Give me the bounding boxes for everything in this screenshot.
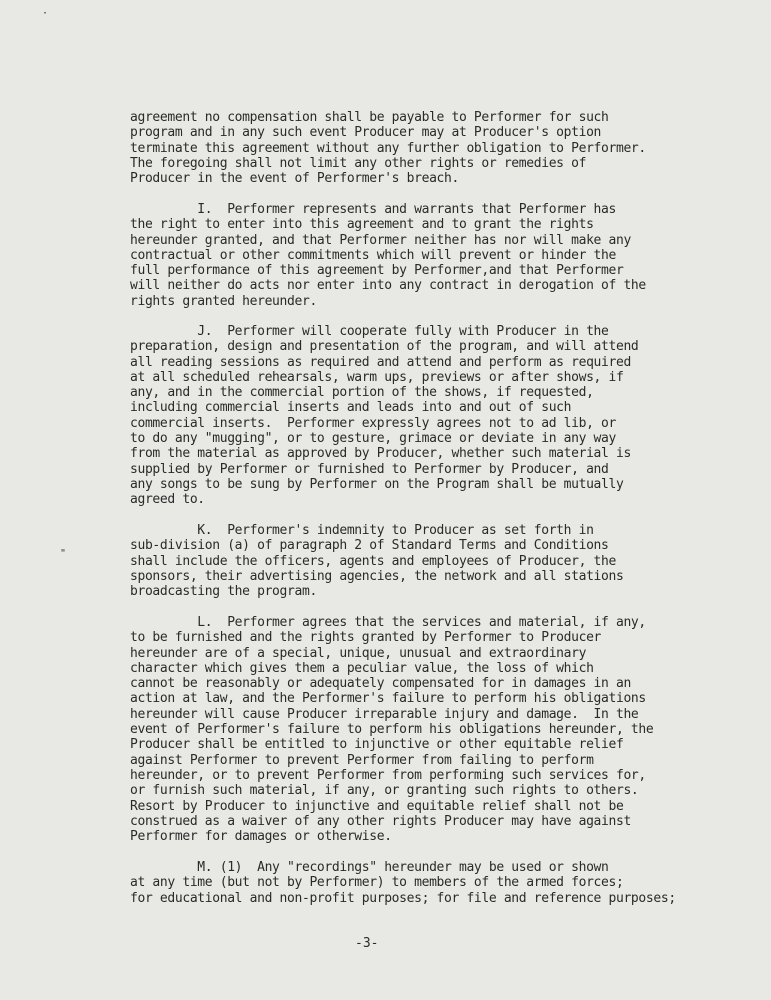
text-line: Producer in the event of Performer's breach.: [130, 171, 459, 187]
text-line: at all scheduled rehearsals, warm ups, previews or after shows, if: [130, 369, 624, 385]
corner-speck-mark: ·: [42, 8, 49, 19]
text-line: event of Performer's failure to perform his obligations hereunder, the: [130, 722, 654, 738]
text-line: the right to enter into this agreement and to grant the rights: [130, 217, 594, 233]
text-line: supplied by Performer or furnished to Performer by Producer, and: [130, 461, 609, 477]
text-line: any, and in the commercial portion of the shows, if requested,: [130, 385, 594, 401]
text-line: hereunder, or to prevent Performer from performing such services for,: [130, 767, 646, 783]
text-line: will neither do acts nor enter into any contract in derogation of the: [130, 278, 646, 294]
text-line: program and in any such event Producer may at Producer's option: [130, 125, 602, 141]
text-line: sponsors, their advertising agencies, the network and all stations: [130, 568, 624, 584]
text-line: terminate this agreement without any further obligation to Performer.: [130, 140, 646, 156]
text-line: Performer for damages or otherwise.: [130, 829, 392, 845]
text-line: K. Performer's indemnity to Producer as set forth in: [130, 523, 594, 538]
text-line: The foregoing shall not limit any other rights or remedies of: [130, 155, 587, 171]
text-line: I. Performer represents and warrants that Performer has: [130, 202, 616, 217]
text-line: J. Performer will cooperate fully with Producer in the: [130, 324, 609, 339]
text-line: construed as a waiver of any other rights Producer may have against: [130, 813, 631, 829]
text-line: to be furnished and the rights granted by Performer to Producer: [130, 630, 602, 646]
text-line: preparation, design and presentation of the program, and will attend: [130, 339, 639, 355]
text-line: to do any "mugging", or to gesture, grimace or deviate in any way: [130, 431, 616, 447]
text-line: against Performer to prevent Performer from failing to perform: [130, 752, 594, 768]
text-line: all reading sessions as required and attend and perform as required: [130, 354, 631, 370]
text-line: agreement no compensation shall be payable to Performer for such: [130, 110, 609, 125]
text-line: sub-division (a) of paragraph 2 of Standard Terms and Conditions: [130, 538, 609, 554]
text-line: Resort by Producer to injunctive and equitable relief shall not be: [130, 798, 624, 814]
text-line: character which gives them a peculiar value, the loss of which: [130, 660, 594, 676]
paragraph: [130, 202, 690, 309]
paragraph: [130, 110, 690, 186]
text-line: action at law, and the Performer's failure to perform his obligations: [130, 691, 646, 707]
text-line: any songs to be sung by Performer on the Program shall be mutually: [130, 476, 624, 492]
text-line: contractual or other commitments which will prevent or hinder the: [130, 247, 616, 263]
text-line: agreed to.: [130, 492, 205, 508]
text-line: cannot be reasonably or adequately compensated for in damages in an: [130, 676, 631, 692]
text-line: for educational and non-profit purposes; for file and reference purposes;: [130, 890, 676, 906]
margin-speck-mark: ": [60, 548, 67, 559]
page-number: -3-: [355, 936, 379, 951]
paragraph: [130, 523, 690, 599]
text-line: shall include the officers, agents and employees of Producer, the: [130, 553, 616, 569]
text-line: at any time (but not by Performer) to members of the armed forces;: [130, 875, 624, 891]
text-line: Producer shall be entitled to injunctive or other equitable relief: [130, 737, 624, 753]
paragraph: [130, 324, 690, 508]
text-line: rights granted hereunder.: [130, 293, 317, 309]
text-line: commercial inserts. Performer expressly agrees not to ad lib, or: [130, 415, 616, 431]
text-line: including commercial inserts and leads into and out of such: [130, 400, 572, 416]
text-line: hereunder will cause Producer irreparable injury and damage. In the: [130, 706, 639, 722]
text-line: hereunder are of a special, unique, unusual and extraordinary: [130, 645, 587, 661]
paragraph: [130, 615, 690, 844]
paragraph: [130, 860, 690, 906]
text-line: hereunder granted, and that Performer neither has nor will make any: [130, 232, 631, 248]
text-line: broadcasting the program.: [130, 584, 317, 600]
text-line: or furnish such material, if any, or granting such rights to others.: [130, 783, 639, 799]
text-line: from the material as approved by Producer, whether such material is: [130, 446, 631, 462]
text-line: full performance of this agreement by Performer,and that Performer: [130, 263, 624, 279]
text-line: M. (1) Any "recordings" hereunder may be used or shown: [130, 860, 609, 875]
text-line: L. Performer agrees that the services and material, if any,: [130, 615, 646, 630]
